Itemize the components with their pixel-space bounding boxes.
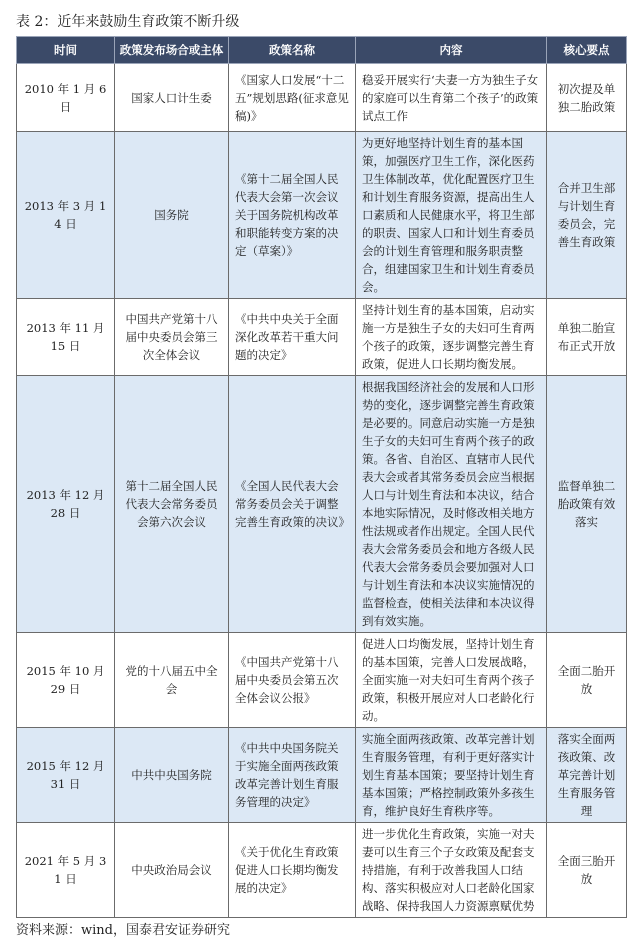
issuer-cell: 党的十八届五中全会 xyxy=(115,633,229,728)
content-cell: 坚持计划生育的基本国策，启动实施一方是独生子女的夫妇可生育两个孩子的政策，逐步调整完善生育政策，促进人口长期均衡发展。 xyxy=(356,299,547,376)
date-cell: 2013 年 12 月 28 日 xyxy=(17,376,115,633)
key-point-cell: 落实全面两孩政策、改革完善计划生育服务管理 xyxy=(547,728,627,823)
policy-name-cell: 《中共中央关于全面深化改革若干重大问题的决定》 xyxy=(229,299,356,376)
content-cell: 促进人口均衡发展，坚持计划生育的基本国策，完善人口发展战略，全面实施一对夫妇可生育两个孩子政策，积极开展应对人口老龄化行动。 xyxy=(356,633,547,728)
header-policy: 政策名称 xyxy=(229,37,356,64)
issuer-cell: 第十二届全国人民代表大会常务委员会第六次会议 xyxy=(115,376,229,633)
content-cell: 实施全面两孩政策、改革完善计划生育服务管理，有利于更好落实计划生育基本国策；要坚持计划生育基本国策；严格控制政策外多孩生育，维护良好生育秩序等。 xyxy=(356,728,547,823)
date-cell: 2021 年 5 月 31 日 xyxy=(17,823,115,918)
table-row xyxy=(17,823,627,918)
header-key: 核心要点 xyxy=(547,37,627,64)
issuer-cell: 国家人口计生委 xyxy=(115,64,229,132)
table-row xyxy=(17,132,627,299)
policy-name-cell: 《关于优化生育政策促进人口长期均衡发展的决定》 xyxy=(229,823,356,918)
key-point-cell: 初次提及单独二胎政策 xyxy=(547,64,627,132)
content-cell: 根据我国经济社会的发展和人口形势的变化，逐步调整完善生育政策是必要的。同意启动实施一方是独生子女的夫妇可生育两个孩子的政策。各省、自治区、直辖市人民代表大会或者其常务委员会应当根据人口与计划生育法和本决议，结合本地实际情况，及时修改相关地方性法规或者作出规定。全国人民代表大会常务委员会和地方各级人民代表大会常务委员会要加强对人口与计划生育法和本决议实施情况的监督检查，使相关法律和本决议得到有效实施。 xyxy=(356,376,547,633)
table-header-row xyxy=(17,37,627,64)
table-row xyxy=(17,633,627,728)
header-date: 时间 xyxy=(17,37,115,64)
policy-name-cell: 《国家人口发展“十二五”规划思路(征求意见稿)》 xyxy=(229,64,356,132)
policy-name-cell: 《中国共产党第十八届中央委员会第五次全体会议公报》 xyxy=(229,633,356,728)
key-point-cell: 全面二胎开放 xyxy=(547,633,627,728)
policy-table xyxy=(16,36,627,918)
table-row xyxy=(17,728,627,823)
key-point-cell: 单独二胎宣布正式开放 xyxy=(547,299,627,376)
date-cell: 2013 年 3 月 14 日 xyxy=(17,132,115,299)
issuer-cell: 中共中央国务院 xyxy=(115,728,229,823)
key-point-cell: 合并卫生部与计划生育委员会，完善生育政策 xyxy=(547,132,627,299)
key-point-cell: 全面三胎开放 xyxy=(547,823,627,918)
issuer-cell: 中国共产党第十八届中央委员会第三次全体会议 xyxy=(115,299,229,376)
date-cell: 2015 年 10 月 29 日 xyxy=(17,633,115,728)
content-cell: 进一步优化生育政策，实施一对夫妻可以生育三个子女政策及配套支持措施，有利于改善我国人口结构、落实积极应对人口老龄化国家战略、保持我国人力资源禀赋优势 xyxy=(356,823,547,918)
table-row xyxy=(17,376,627,633)
policy-name-cell: 《全国人民代表大会常务委员会关于调整完善生育政策的决议》 xyxy=(229,376,356,633)
table-body xyxy=(17,64,627,918)
source-note: 资料来源：wind，国泰君安证券研究 xyxy=(16,923,230,938)
date-cell: 2010 年 1 月 6 日 xyxy=(17,64,115,132)
policy-name-cell: 《第十二届全国人民代表大会第一次会议关于国务院机构改革和职能转变方案的决定（草案）》 xyxy=(229,132,356,299)
content-cell: 稳妥开展实行‘夫妻一方为独生子女的家庭可以生育第二个孩子’的政策试点工作 xyxy=(356,64,547,132)
content-cell: 为更好地坚持计划生育的基本国策，加强医疗卫生工作，深化医药卫生体制改革，优化配置医疗卫生和计划生育服务资源，提高出生人口素质和人民健康水平，将卫生部的职责、国家人口和计划生育委员会的计划生育管理和服务职责整合，组建国家卫生和计划生育委员会。 xyxy=(356,132,547,299)
table-title: 表 2：近年来鼓励生育政策不断升级 xyxy=(16,14,240,30)
table-row xyxy=(17,64,627,132)
table-row xyxy=(17,299,627,376)
header-content: 内容 xyxy=(356,37,547,64)
issuer-cell: 国务院 xyxy=(115,132,229,299)
header-issuer: 政策发布场合或主体 xyxy=(115,37,229,64)
key-point-cell: 监督单独二胎政策有效落实 xyxy=(547,376,627,633)
date-cell: 2013 年 11 月 15 日 xyxy=(17,299,115,376)
date-cell: 2015 年 12 月 31 日 xyxy=(17,728,115,823)
policy-name-cell: 《中共中央国务院关于实施全面两孩政策改革完善计划生育服务管理的决定》 xyxy=(229,728,356,823)
issuer-cell: 中央政治局会议 xyxy=(115,823,229,918)
